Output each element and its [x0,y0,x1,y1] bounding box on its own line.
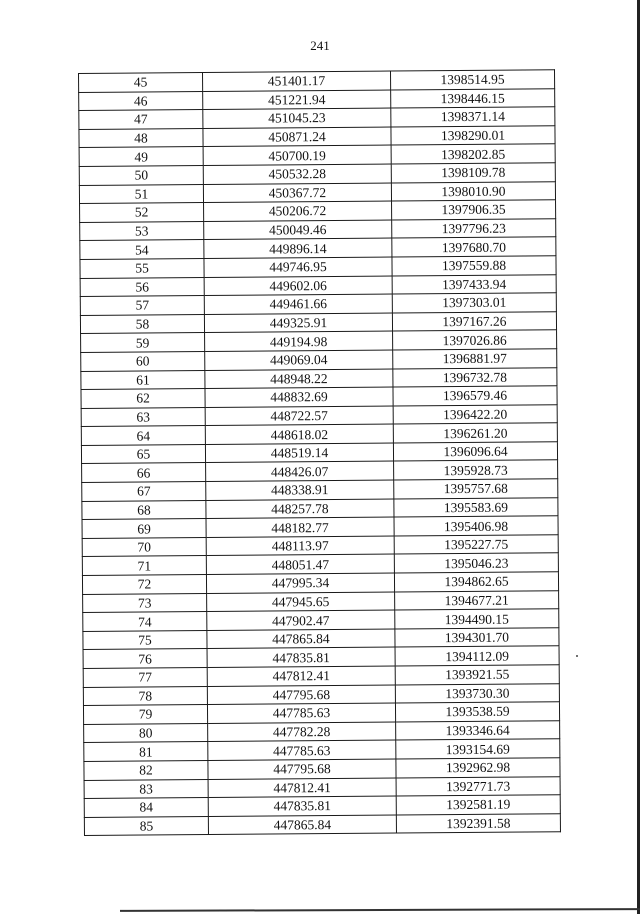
x-coordinate-cell: 449325.91 [204,313,392,333]
y-coordinate-cell: 1395227.75 [394,535,558,555]
point-number-cell: 68 [82,500,206,520]
point-number-cell: 57 [80,296,204,316]
y-coordinate-cell: 1397167.26 [392,311,556,331]
y-coordinate-cell: 1397906.35 [392,200,556,220]
y-coordinate-cell: 1392962.98 [396,758,560,778]
x-coordinate-cell: 447812.41 [207,666,395,686]
point-number-cell: 49 [79,147,203,167]
scan-speck [576,655,578,657]
y-coordinate-cell: 1397796.23 [392,219,556,239]
y-coordinate-cell: 1398010.90 [391,181,555,201]
point-number-cell: 75 [83,630,207,650]
point-number-cell: 85 [84,816,208,836]
y-coordinate-cell: 1398446.15 [391,88,555,108]
point-number-cell: 54 [80,240,204,260]
x-coordinate-cell: 450700.19 [203,145,391,165]
y-coordinate-cell: 1394862.65 [394,572,558,592]
table-row [84,813,560,835]
point-number-cell: 56 [80,277,204,297]
y-coordinate-cell: 1393346.64 [396,721,560,741]
x-coordinate-cell: 447782.28 [208,722,396,742]
point-number-cell: 77 [83,668,207,688]
point-number-cell: 80 [84,723,208,743]
y-coordinate-cell: 1396261.20 [393,423,557,443]
x-coordinate-cell: 448426.07 [206,462,394,482]
y-coordinate-cell: 1393730.30 [395,683,559,703]
x-coordinate-cell: 449194.98 [205,331,393,351]
coordinate-table [78,69,561,836]
coordinate-table-body [79,70,561,836]
x-coordinate-cell: 447812.41 [208,778,396,798]
x-coordinate-cell: 447835.81 [207,647,395,667]
point-number-cell: 58 [80,314,204,334]
y-coordinate-cell: 1394677.21 [395,590,559,610]
point-number-cell: 67 [82,482,206,502]
x-coordinate-cell: 450367.72 [203,183,391,203]
y-coordinate-cell: 1397680.70 [392,237,556,257]
point-number-cell: 48 [79,128,203,148]
y-coordinate-cell: 1396579.46 [393,386,557,406]
point-number-cell: 47 [79,110,203,130]
y-coordinate-cell: 1396096.64 [393,442,557,462]
scan-edge-bottom [120,908,640,912]
x-coordinate-cell: 448832.69 [205,387,393,407]
x-coordinate-cell: 449069.04 [205,350,393,370]
y-coordinate-cell: 1397303.01 [392,293,556,313]
x-coordinate-cell: 451401.17 [203,71,391,91]
x-coordinate-cell: 449602.06 [204,276,392,296]
y-coordinate-cell: 1395583.69 [394,497,558,517]
y-coordinate-cell: 1395046.23 [394,553,558,573]
y-coordinate-cell: 1395406.98 [394,516,558,536]
point-number-cell: 82 [84,760,208,780]
point-number-cell: 84 [84,798,208,818]
x-coordinate-cell: 450532.28 [203,164,391,184]
x-coordinate-cell: 449896.14 [204,238,392,258]
point-number-cell: 76 [83,649,207,669]
point-number-cell: 72 [82,575,206,595]
x-coordinate-cell: 448113.97 [206,536,394,556]
x-coordinate-cell: 450871.24 [203,127,391,147]
y-coordinate-cell: 1392581.19 [396,795,560,815]
point-number-cell: 59 [81,333,205,353]
x-coordinate-cell: 447995.34 [206,573,394,593]
point-number-cell: 73 [83,593,207,613]
x-coordinate-cell: 447835.81 [208,796,396,816]
x-coordinate-cell: 448182.77 [206,517,394,537]
x-coordinate-cell: 447795.68 [208,759,396,779]
x-coordinate-cell: 449461.66 [204,294,392,314]
y-coordinate-cell: 1394490.15 [395,609,559,629]
y-coordinate-cell: 1392391.58 [396,813,560,833]
point-number-cell: 63 [81,407,205,427]
y-coordinate-cell: 1396732.78 [393,367,557,387]
point-number-cell: 69 [82,519,206,539]
point-number-cell: 65 [81,444,205,464]
point-number-cell: 74 [83,612,207,632]
point-number-cell: 45 [79,73,203,93]
point-number-cell: 55 [80,258,204,278]
x-coordinate-cell: 448338.91 [206,480,394,500]
y-coordinate-cell: 1397559.88 [392,256,556,276]
y-coordinate-cell: 1392771.73 [396,776,560,796]
coordinate-table-wrapper [78,69,561,836]
x-coordinate-cell: 448257.78 [206,499,394,519]
y-coordinate-cell: 1397026.86 [393,330,557,350]
y-coordinate-cell: 1398371.14 [391,107,555,127]
x-coordinate-cell: 450049.46 [204,220,392,240]
x-coordinate-cell: 448618.02 [205,424,393,444]
point-number-cell: 70 [82,537,206,557]
y-coordinate-cell: 1396881.97 [393,349,557,369]
point-number-cell: 53 [80,221,204,241]
y-coordinate-cell: 1395928.73 [394,460,558,480]
point-number-cell: 78 [83,686,207,706]
y-coordinate-cell: 1393538.59 [395,702,559,722]
point-number-cell: 81 [84,742,208,762]
x-coordinate-cell: 449746.95 [204,257,392,277]
x-coordinate-cell: 447785.63 [208,740,396,760]
y-coordinate-cell: 1397433.94 [392,274,556,294]
y-coordinate-cell: 1393921.55 [395,665,559,685]
x-coordinate-cell: 448051.47 [206,554,394,574]
x-coordinate-cell: 448722.57 [205,406,393,426]
x-coordinate-cell: 447785.63 [207,703,395,723]
y-coordinate-cell: 1393154.69 [396,739,560,759]
point-number-cell: 61 [81,370,205,390]
x-coordinate-cell: 447795.68 [207,685,395,705]
x-coordinate-cell: 447902.47 [207,610,395,630]
y-coordinate-cell: 1394112.09 [395,646,559,666]
point-number-cell: 51 [79,184,203,204]
x-coordinate-cell: 448948.22 [205,369,393,389]
point-number-cell: 46 [79,91,203,111]
y-coordinate-cell: 1395757.68 [394,479,558,499]
y-coordinate-cell: 1398109.78 [391,163,555,183]
x-coordinate-cell: 447945.65 [207,592,395,612]
y-coordinate-cell: 1398514.95 [390,70,554,90]
x-coordinate-cell: 448519.14 [205,443,393,463]
y-coordinate-cell: 1396422.20 [393,404,557,424]
point-number-cell: 71 [82,556,206,576]
point-number-cell: 62 [81,389,205,409]
point-number-cell: 79 [83,705,207,725]
point-number-cell: 60 [81,351,205,371]
point-number-cell: 64 [81,426,205,446]
x-coordinate-cell: 451045.23 [203,108,391,128]
y-coordinate-cell: 1398202.85 [391,144,555,164]
x-coordinate-cell: 450206.72 [204,201,392,221]
x-coordinate-cell: 447865.84 [207,629,395,649]
page-number: 241 [310,38,330,53]
x-coordinate-cell: 447865.84 [208,815,396,835]
point-number-cell: 83 [84,779,208,799]
y-coordinate-cell: 1398290.01 [391,126,555,146]
point-number-cell: 52 [80,203,204,223]
x-coordinate-cell: 451221.94 [203,90,391,110]
point-number-cell: 50 [79,165,203,185]
point-number-cell: 66 [82,463,206,483]
y-coordinate-cell: 1394301.70 [395,628,559,648]
